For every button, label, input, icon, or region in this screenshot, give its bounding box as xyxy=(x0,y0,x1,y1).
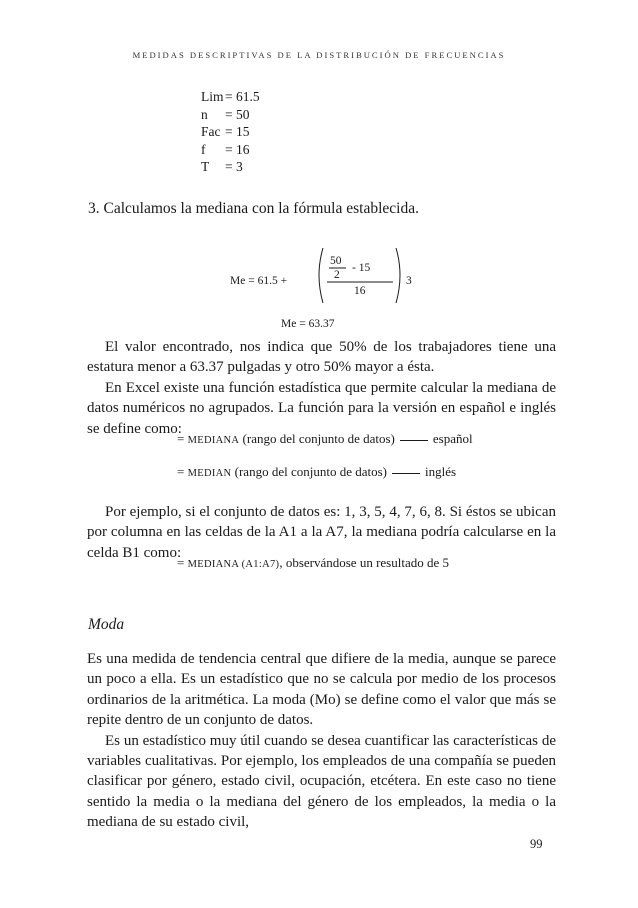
function-name: MEDIANA xyxy=(187,559,239,570)
function-rest: , observándose un resultado de 5 xyxy=(279,555,449,570)
excel-function-english xyxy=(177,464,456,480)
function-language: español xyxy=(432,431,473,446)
variable-value: = 15 xyxy=(225,124,250,139)
function-args: (rango del conjunto de datos) xyxy=(231,464,387,479)
variables-list xyxy=(201,88,260,176)
variable-row xyxy=(201,88,260,106)
section-title: Moda xyxy=(88,616,125,633)
function-eq: = xyxy=(177,431,188,446)
paragraph-text: En Excel existe una función estadística que permite calcular la mediana de datos numéricos no agrupados. La función para la versión en español e inglés se define como: xyxy=(87,379,556,437)
dash-line xyxy=(400,440,428,441)
variable-value: = 50 xyxy=(225,106,250,122)
function-args: (rango del conjunto de datos) xyxy=(239,431,395,446)
dash-line xyxy=(392,473,420,474)
variable-label: Fac xyxy=(201,124,221,139)
formula-result: Me = 63.37 xyxy=(281,318,335,330)
variable-value: = 16 xyxy=(225,141,250,157)
formula-multiplier: 3 xyxy=(406,275,412,287)
function-args: (A1:A7) xyxy=(238,559,280,570)
function-language: inglés xyxy=(424,464,457,479)
variable-label: Lim xyxy=(201,89,224,104)
paragraph-text: Por ejemplo, si el conjunto de datos es: 1, 3, 5, 4, 7, 6, 8. Si éstos se ubican por columna en las celdas de la A1 a la A7, la mediana podría calcularse en la celda B1 como: xyxy=(87,504,556,561)
variable-label: f xyxy=(201,141,206,157)
paragraph-text: El valor encontrado, nos indica que 50% de los trabajadores tiene una estatura menor a 63.37 pulgadas y otro 50% mayor a ésta. xyxy=(87,339,556,376)
formula-minus: - 15 xyxy=(352,262,371,274)
variable-label: T xyxy=(201,159,210,174)
paragraph-result xyxy=(87,337,556,439)
variable-row xyxy=(201,106,260,124)
excel-function-example xyxy=(177,555,449,571)
variable-label: n xyxy=(201,106,208,122)
function-name: MEDIANA xyxy=(187,435,240,446)
function-eq: = xyxy=(177,555,188,570)
paragraph-moda xyxy=(87,649,556,833)
variable-row xyxy=(201,158,260,176)
function-eq: = xyxy=(177,464,188,479)
step-3-text: 3. Calculamos la mediana con la fórmula establecida. xyxy=(88,200,419,217)
page-number: 99 xyxy=(530,837,543,851)
formula-numerator: 50 xyxy=(330,255,342,267)
variable-value: = 61.5 xyxy=(225,89,260,104)
formula-outer-denominator: 16 xyxy=(354,285,366,297)
running-header: MEDIDAS DESCRIPTIVAS DE LA DISTRIBUCIÓN DE FRECUENCIAS xyxy=(132,50,506,60)
excel-function-spanish xyxy=(177,431,473,447)
paragraph-text: Es una medida de tendencia central que difiere de la media, aunque se parece un poco a ella. Es un estadístico que no se calcula por medio de los procesos ordinarios de la aritmética. La moda (Mo) se define como el valor que más se repite dentro de un conjunto de datos. xyxy=(87,651,556,729)
variable-row xyxy=(201,123,260,141)
median-formula xyxy=(230,246,470,306)
formula-denominator: 2 xyxy=(334,269,340,281)
function-name: MEDIAN xyxy=(187,468,232,479)
paragraph-text: Es un estadístico muy útil cuando se desea cuantificar las características de variables cualitativas. Por ejemplo, los empleados de una compañía se pueden clasificar por género, estado civil, ocupación, etcétera. En este caso no tiene sentido la media o la mediana del género de los empleados, la media o la mediana de su estado civil, xyxy=(87,732,556,831)
formula-lhs: Me = 61.5 + xyxy=(230,275,288,287)
variable-value: = 3 xyxy=(225,159,243,174)
variable-row xyxy=(201,141,260,159)
